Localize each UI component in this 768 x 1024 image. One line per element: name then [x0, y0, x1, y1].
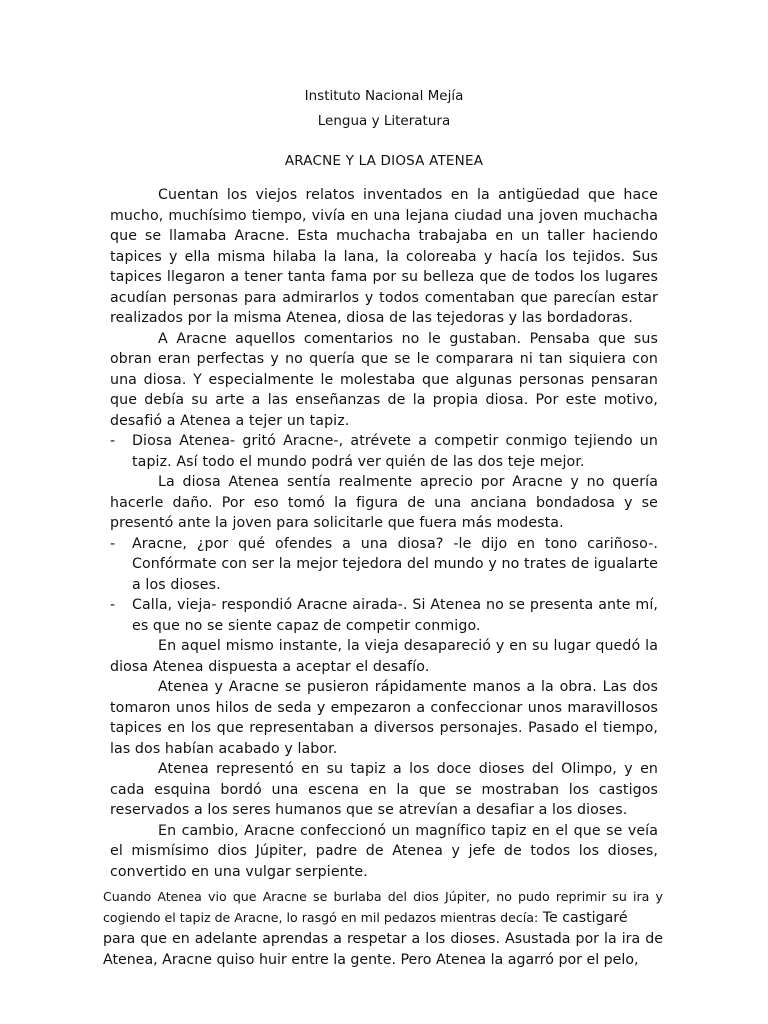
paragraph: Cuentan los viejos relatos inventados en la antigüedad que hace mucho, muchísimo tiempo, vivía en una lejana ciudad una joven muchacha que se llamaba Aracne. Esta muchacha trabajaba en un taller haciendo tapices y ella misma hilaba la lana, la coloreaba y hacía los tejidos. Sus tapices llegaron a tener tanta fama por su belleza que de todos los lugares acudían personas para admirarlos y todos comentaban que parecían estar realizados por la misma Atenea, diosa de las tejedoras y las bordadoras.: [110, 187, 658, 326]
dialogue-dash: -: [110, 535, 116, 552]
paragraph: A Aracne aquellos comentarios no le gustaban. Pensaba que sus obran eran perfectas y no quería que se le comparara ni tan siquiera con una diosa. Y especialmente le molestaba que algunas personas pensaran que debía su arte a las enseñanzas de la propia diosa. Por este motivo, desafió a Atenea a tejer un tapiz.: [110, 330, 658, 429]
paragraph: Atenea y Aracne se pusieron rápidamente manos a la obra. Las dos tomaron unos hilos de seda y empezaron a confeccionar unos maravillosos tapices en los que representaban a diversos personajes. Pasado el tiempo, las dos habían acabado y labor.: [110, 679, 658, 757]
dialogue-text: Diosa Atenea- gritó Aracne-, atrévete a competir conmigo tejiendo un tapiz. Así todo el mundo podrá ver quién de las dos teje mejor.: [132, 433, 658, 470]
pasted-text-small: Cuando Atenea vio que Aracne se burlaba del dios Júpiter, no pudo reprimir su ira y cogiendo el tapiz de Aracne, lo rasgó en mil pedazos mientras decía:: [103, 889, 663, 925]
paragraph: En cambio, Aracne confeccionó un magnífico tapiz en el que se veía el mismísimo dios Júpiter, padre de Atenea y jefe de todos los dioses, convertido en una vulgar serpiente.: [110, 822, 658, 880]
dialogue-text: Aracne, ¿por qué ofendes a una diosa? -le dijo en tono cariñoso-. Confórmate con ser la mejor tejedora del mundo y no trates de igualarte a los dioses.: [132, 535, 658, 593]
pasted-text-inline: Te castigaré: [538, 910, 628, 926]
dialogue-line: [110, 534, 658, 596]
paragraph: En aquel mismo instante, la vieja desapareció y en su lugar quedó la diosa Atenea dispuesta a aceptar el desafío.: [110, 638, 658, 675]
story-title: ARACNE Y LA DIOSA ATENEA: [284, 153, 484, 169]
dialogue-line: [110, 431, 658, 472]
dialogue-dash: -: [110, 597, 116, 613]
dialogue-dash: -: [110, 433, 116, 449]
dialogue-line: [110, 595, 658, 636]
paragraph: Atenea representó en su tapiz a los doce dioses del Olimpo, y en cada esquina bordó una escena en la que se mostraban los castigos reservados a los seres humanos que se atrevían a desafiar a los dioses.: [110, 761, 658, 818]
pasted-text-large: para que en adelante aprendas a respetar a los dioses. Asustada por la ira de Atenea, Aracne quiso huir entre la gente. Pero Atenea la agarró por el pelo,: [103, 931, 663, 968]
paragraph: La diosa Atenea sentía realmente aprecio por Aracne y no quería hacerle daño. Por eso tomó la figura de una anciana bondadosa y se presentó ante la joven para solicitarle que fuera más modesta.: [110, 474, 658, 531]
pasted-text-block: [103, 886, 663, 971]
story-body: [110, 185, 658, 882]
dialogue-text: Calla, vieja- respondió Aracne airada-. Si Atenea no se presenta ante mí, es que no se siente capaz de competir conmigo.: [132, 597, 658, 634]
institution-name: Instituto Nacional Mejía: [304, 88, 464, 104]
subject-name: Lengua y Literatura: [317, 113, 451, 129]
